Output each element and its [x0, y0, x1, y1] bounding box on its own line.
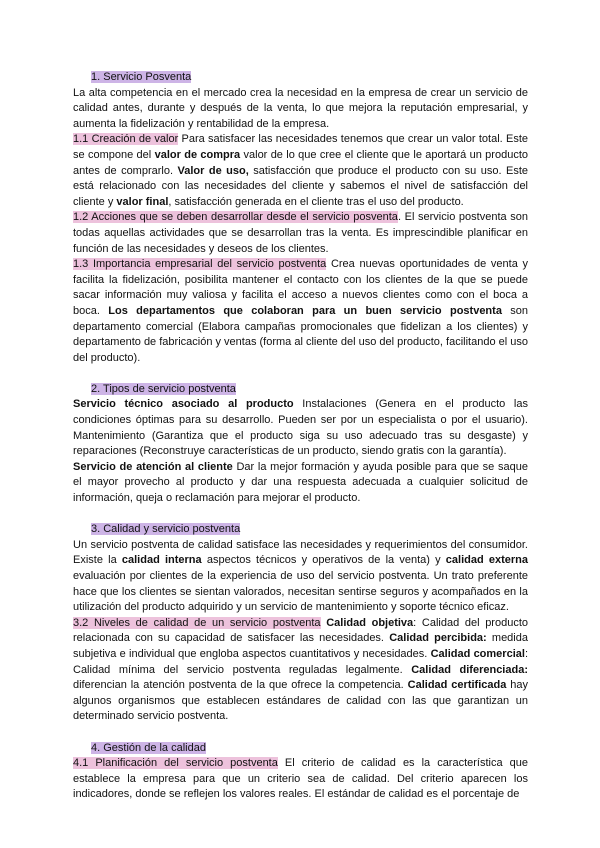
- paragraph-3-1: Un servicio postventa de calidad satisface las necesidades y requerimientos del consumidor. Existe la calidad interna aspectos técnicos y operativos de la venta) y calidad externa evaluación por clientes de la experiencia de uso del servicio postventa. Un trato preferente hace que los clientes se sientan valorados, necesitan sentirse seguros y acompañados en la utilización del producto adquirido y un servicio de mantenimiento y soporte técnico eficaz.: [73, 538, 528, 614]
- subheading-1-2: 1.2 Acciones que se deben desarrollar desde el servicio posventa: [73, 211, 398, 224]
- subheading-3-2: 3.2 Niveles de calidad de un servicio postventa: [73, 616, 321, 629]
- paragraph-1-2: 1.2 Acciones que se deben desarrollar desde el servicio posventa. El servicio postventa son todas aquellas actividades que se desarrollan tras la venta. Es imprescindible planificar en función de las necesidades y deseos de los clientes.: [73, 211, 528, 255]
- section-1-intro: La alta competencia en el mercado crea la necesidad en la empresa de crear un servicio de calidad antes, durante y después de la venta, lo que mejora la reputación empresarial, y aumenta la fidelización y rentabilidad de la empresa.: [73, 86, 528, 130]
- section-1-heading: 1. Servicio Posventa: [91, 71, 192, 83]
- section-4-heading: 4. Gestión de la calidad: [91, 741, 206, 754]
- section-3-heading: 3. Calidad y servicio postventa: [91, 523, 241, 536]
- subheading-4-1: 4.1 Planificación del servicio postventa: [73, 757, 278, 770]
- paragraph-1-3: 1.3 Importancia empresarial del servicio postventa Crea nuevas oportunidades de venta y facilita la fidelización, posibilita mantener el contacto con los clientes de la que se puede sacar información muy valiosa y facilita el acceso a nuevos clientes como con el boca a boca. Los departamentos que colaboran para un buen servicio postventa son departamento comercial (Elabora campañas promocionales que fidelizan a los clientes) y departamento de fabricación y ventas (forma al cliente del uso del producto, facilitando el uso del producto).: [73, 258, 529, 364]
- paragraph-2-1: Servicio técnico asociado al producto Instalaciones (Genera en el producto las condiciones óptimas para su desarrollo. Pueden ser por un especialista o por el usuario). Mantenimiento (Garantiza que el producto siga su uso adecuado tras su desgaste) y reparaciones (Reconstruye características de un producto, siendo gratis con la garantía).: [73, 398, 528, 458]
- paragraph-2-2: Servicio de atención al cliente Dar la mejor formación y ayuda posible para que se saque el mayor provecho al producto y dar una respuesta adecuada a cualquier solicitud de información, queja o reclamación para mejorar el producto.: [73, 460, 528, 505]
- paragraph-4-1: 4.1 Planificación del servicio postventa El criterio de calidad es la característica que establece la empresa para que un criterio sea de calidad. Del criterio aparecen los indicadores, donde se reflejen los valores reales. El estándar de calidad es el porcentaje de: [73, 757, 528, 801]
- section-2-heading: 2. Tipos de servicio postventa: [91, 382, 236, 395]
- paragraph-3-2: 3.2 Niveles de calidad de un servicio postventa Calidad objetiva: Calidad del producto relacionada con su capacidad de satisfacer las necesidades. Calidad percibida: medida subjetiva e individual que engloba aspectos cuantitativos y necesidades. Calidad comercial: Calidad mínima del servicio postventa reguladas legalmente. Calidad diferenciada: diferencian la atención postventa de la que ofrece la competencia. Calidad certificada hay algunos organismos que establecen estándares de calidad con las que garantizan un determinado servicio postventa.: [73, 616, 528, 723]
- document-page: [73, 70, 528, 803]
- subheading-1-3: 1.3 Importancia empresarial del servicio postventa: [73, 258, 327, 271]
- paragraph-1-1: 1.1 Creación de valor Para satisfacer las necesidades tenemos que crear un valor total. Este se compone del valor de compra valor de lo que cree el cliente que le aportará un producto antes de comprarlo. Valor de uso, satisfacción que produce el producto con su uso. Este está relacionado con las necesidades del cliente y sabemos el nivel de satisfacción del cliente y valor final, satisfacción generada en el cliente tras el uso del producto.: [73, 133, 528, 208]
- subheading-1-1: 1.1 Creación de valor: [73, 133, 179, 146]
